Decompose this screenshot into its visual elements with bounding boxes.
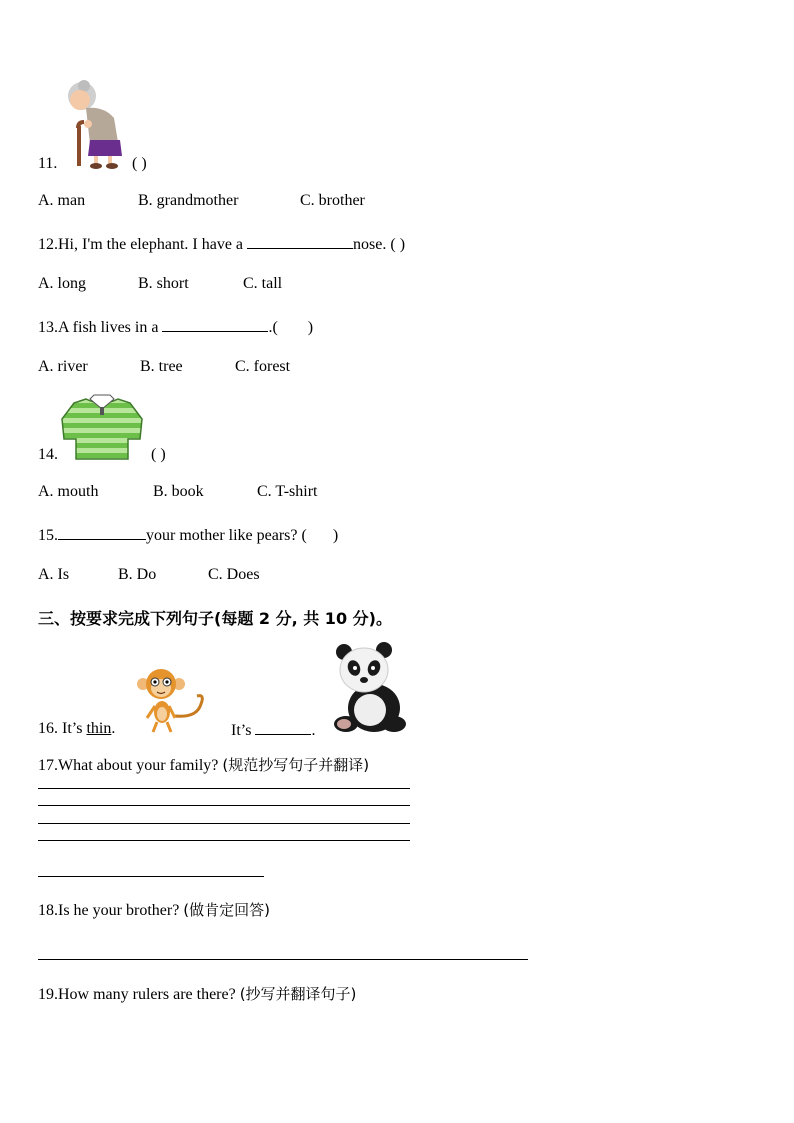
grandmother-image bbox=[60, 78, 128, 170]
q12-option-b[interactable]: B. short bbox=[138, 275, 189, 292]
q11-option-b[interactable]: B. grandmother bbox=[138, 192, 239, 209]
q17-answer-line[interactable] bbox=[38, 876, 264, 877]
q15-rest: your mother like pears? ( bbox=[146, 527, 307, 544]
q17-writing-line-4[interactable] bbox=[38, 840, 410, 841]
q14-option-c[interactable]: C. T-shirt bbox=[257, 483, 318, 500]
q17-writing-line-2[interactable] bbox=[38, 805, 410, 806]
q13-option-a[interactable]: A. river bbox=[38, 358, 88, 375]
q17-cn: (规范抄写句子并翻译) bbox=[222, 756, 370, 774]
q11-answer-paren[interactable]: ( ) bbox=[132, 155, 147, 172]
q14-answer-paren[interactable]: ( ) bbox=[151, 446, 166, 463]
q12-prefix: 12.Hi, I'm the elephant. I have a bbox=[38, 236, 248, 253]
q12-option-c[interactable]: C. tall bbox=[243, 275, 283, 292]
q12-blank[interactable] bbox=[247, 234, 353, 249]
q16-period: . bbox=[111, 720, 116, 737]
q16-word: thin bbox=[86, 720, 112, 737]
q11-number: 11. bbox=[38, 155, 58, 172]
q13-option-c[interactable]: C. forest bbox=[235, 358, 291, 375]
q16-blank[interactable] bbox=[255, 720, 311, 735]
q17-writing-line-1[interactable] bbox=[38, 788, 410, 789]
q19-en: 19.How many rulers are there? bbox=[38, 986, 236, 1003]
q11-option-a[interactable]: A. man bbox=[38, 192, 86, 209]
q12-suffix: nose. bbox=[353, 236, 387, 253]
q18-question bbox=[38, 899, 270, 920]
q12-question bbox=[38, 234, 405, 254]
q19-question bbox=[38, 983, 356, 1004]
q16-second: It’s bbox=[231, 722, 256, 739]
q18-cn: (做肯定回答) bbox=[183, 901, 271, 919]
q15-option-a[interactable]: A. Is bbox=[38, 566, 70, 583]
t-shirt-image bbox=[60, 393, 144, 463]
q15-option-c[interactable]: C. Does bbox=[208, 566, 260, 583]
q16-answer bbox=[231, 720, 315, 740]
q16-prefix: 16. It’s bbox=[38, 720, 87, 737]
q14-option-a[interactable]: A. mouth bbox=[38, 483, 99, 500]
q15-option-b[interactable]: B. Do bbox=[118, 566, 157, 583]
q17-question bbox=[38, 754, 369, 775]
section-3-heading: 三、按要求完成下列句子(每题 2 分, 共 10 分)。 bbox=[38, 609, 392, 628]
q13-prefix: 13.A fish lives in a bbox=[38, 319, 163, 336]
panda-image bbox=[330, 640, 410, 734]
q17-en: 17.What about your family? bbox=[38, 757, 219, 774]
q17-writing-line-3[interactable] bbox=[38, 823, 410, 824]
q12-option-a[interactable]: A. long bbox=[38, 275, 86, 292]
q13-suffix: .( bbox=[268, 319, 278, 336]
q16-second-end: . bbox=[311, 722, 316, 739]
q12-answer-paren[interactable]: ( ) bbox=[390, 236, 406, 253]
q13-option-b[interactable]: B. tree bbox=[140, 358, 183, 375]
q13-question bbox=[38, 317, 313, 337]
monkey-image bbox=[135, 668, 211, 734]
q15-blank[interactable] bbox=[58, 525, 146, 540]
q15-number: 15. bbox=[38, 527, 58, 544]
q15-paren-close: ) bbox=[332, 527, 339, 544]
q14-option-b[interactable]: B. book bbox=[153, 483, 204, 500]
q11-option-c[interactable]: C. brother bbox=[300, 192, 365, 209]
q13-paren-close: ) bbox=[307, 319, 314, 336]
q14-number: 14. bbox=[38, 446, 58, 463]
q16-question bbox=[38, 720, 115, 738]
q15-question bbox=[38, 525, 338, 545]
q18-answer-line[interactable] bbox=[38, 959, 528, 960]
q19-cn: (抄写并翻译句子) bbox=[239, 985, 357, 1003]
q13-blank[interactable] bbox=[162, 317, 268, 332]
q18-en: 18.Is he your brother? bbox=[38, 902, 180, 919]
